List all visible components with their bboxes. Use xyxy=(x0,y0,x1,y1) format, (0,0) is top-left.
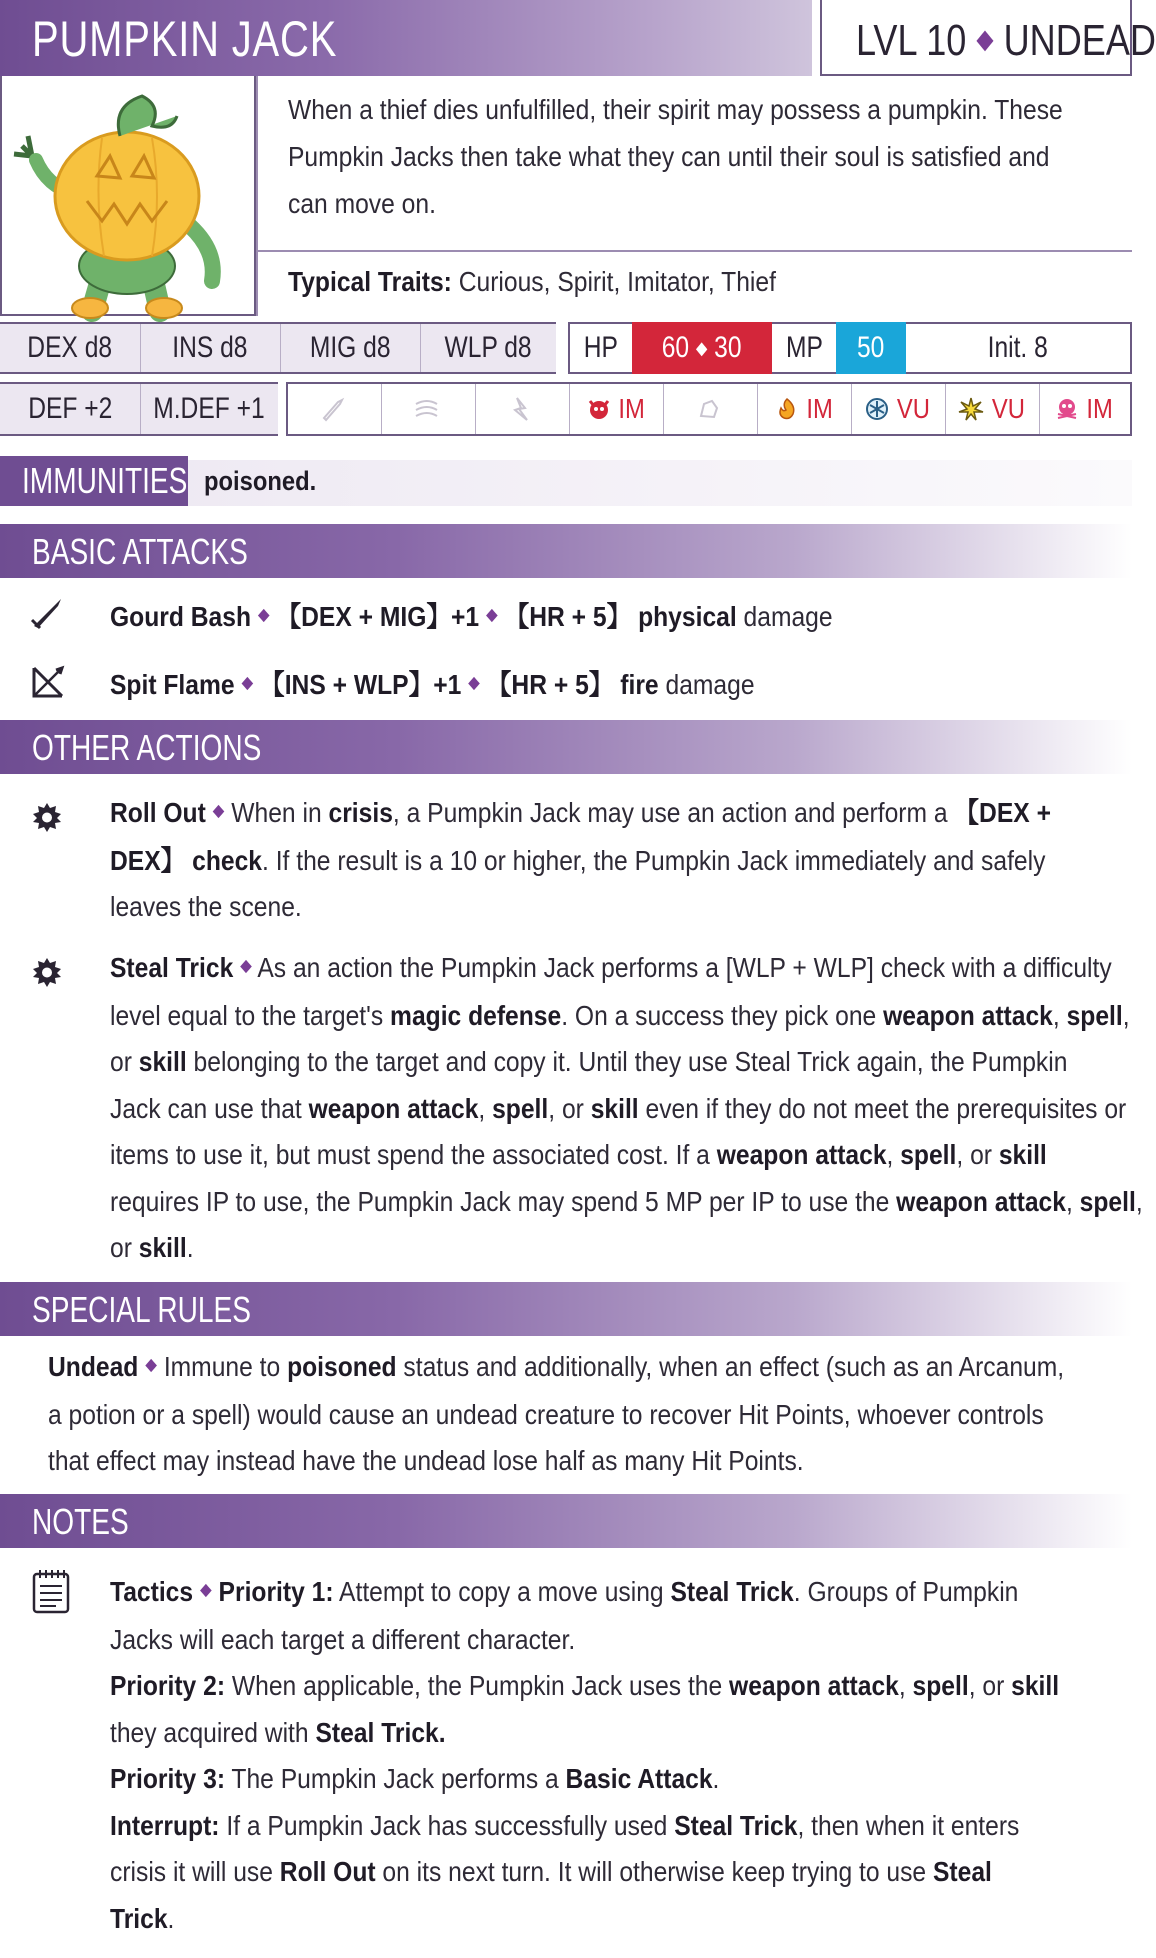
typical-traits xyxy=(288,266,776,298)
snowflake-icon xyxy=(864,396,890,422)
affinity-earth xyxy=(664,384,757,434)
special-rule-undead: Undead ◆ Immune to poisoned status and additionally, when an effect (such as an Arcanum, a potion or a spell) would cause an undead creature to recover Hit Points, whoever controls that effect may instead have the undead lose half as many Hit Points. xyxy=(48,1351,1065,1477)
pumpkin-jack-illustration xyxy=(2,76,254,312)
sword-icon xyxy=(28,596,64,632)
section-special-rules: SPECIAL RULES xyxy=(0,1282,1132,1336)
demon-icon xyxy=(586,396,612,422)
level-box xyxy=(820,0,1156,76)
sword-icon xyxy=(320,396,346,422)
bolt-icon xyxy=(509,396,533,422)
gear-icon xyxy=(30,955,64,989)
level-type xyxy=(856,16,1156,66)
immunities-label: IMMUNITIES xyxy=(0,456,188,506)
initiative: Init. 8 xyxy=(987,331,1049,364)
hp-max: 60 xyxy=(662,331,690,364)
action-roll-out: Roll Out ◆ When in crisis, a Pumpkin Jack may use an action and perform a 【DEX + DEX】 check. If the result is a 10 or higher, the Pumpkin Jack immediately and safely leaves the scene. xyxy=(110,797,1051,923)
attack-gourd-bash: Gourd Bash ◆ 【DEX + MIG】+1 ◆ 【HR + 5】 physical damage xyxy=(110,601,833,632)
wind-icon xyxy=(413,396,441,422)
attribute-wlp: WLP d8 xyxy=(444,331,532,364)
affinity-fire: IM xyxy=(758,384,851,434)
attribute-ins: INS d8 xyxy=(172,331,248,364)
attribute-dex: DEX d8 xyxy=(27,331,113,364)
portrait xyxy=(0,76,256,316)
mp-value: 50 xyxy=(836,322,906,374)
action-steal-trick: Steal Trick ◆ As an action the Pumpkin Jack performs a [WLP + WLP] check with a difficulty level equal to the target's magic defense. On a success they pick one weapon attack, spell, or skill belonging to the target and copy it. Until they use Steal Trick again, the Pumpkin Jack can use that weapon attack, spell, or skill even if they do not meet the prerequisites or items to use it, but must spend the associated cost. If a weapon attack, spell, or skill requires IP to use, the Pumpkin Jack may spend 5 MP per IP to use the weapon attack, spell, or skill. xyxy=(110,952,1143,1264)
attribute-mig: MIG d8 xyxy=(309,331,391,364)
earth-icon xyxy=(696,396,722,422)
section-other-actions: OTHER ACTIONS xyxy=(0,720,1132,774)
fire-icon xyxy=(774,396,800,422)
traits-value: Curious, Spirit, Imitator, Thief xyxy=(458,266,776,297)
affinity-bolt xyxy=(476,384,569,434)
affinity-physical xyxy=(288,384,381,434)
level-text: LVL 10 xyxy=(856,16,967,65)
type-text: UNDEAD xyxy=(1003,16,1156,65)
hp-value xyxy=(632,322,772,374)
title-bar xyxy=(0,0,812,76)
notepad-icon xyxy=(30,1568,72,1614)
hp-label: HP xyxy=(583,331,619,364)
section-notes: NOTES xyxy=(0,1494,1132,1548)
affinity-poison: IM xyxy=(1040,384,1130,434)
skull-icon xyxy=(1054,396,1080,422)
affinity-air xyxy=(382,384,475,434)
monster-name: PUMPKIN JACK xyxy=(32,11,338,67)
light-burst-icon xyxy=(957,396,985,422)
attack-spit-flame: Spit Flame ◆ 【INS + WLP】+1 ◆ 【HR + 5】 fire damage xyxy=(110,669,755,700)
bow-icon xyxy=(30,664,66,700)
description-line: can move on. xyxy=(288,188,436,219)
notes-tactics: Tactics ◆ Priority 1: Attempt to copy a move using Steal Trick. Groups of Pumpkin Jacks will each target a different character. Priority 2: When applicable, the Pumpkin Jack uses the weapon attack, spell, or skill they acquired with Steal Trick. Priority 3: The Pumpkin Jack performs a Basic Attack. Interrupt: If a Pumpkin Jack has successfully used Steal Trick, then when it enters crisis it will use Roll Out on its next turn. It will otherwise keep trying to use Steal Trick. xyxy=(110,1576,1060,1934)
description-line: When a thief dies unfulfilled, their spirit may possess a pumpkin. These xyxy=(288,94,1063,125)
hp-crisis: 30 xyxy=(714,331,742,364)
description xyxy=(288,86,1098,227)
affinity-light: VU xyxy=(946,384,1039,434)
mp-label: MP xyxy=(785,331,823,364)
affinity-ice: VU xyxy=(852,384,945,434)
description-line: Pumpkin Jacks then take what they can until their soul is satisfied and xyxy=(288,141,1050,172)
magic-defense: M.DEF +1 xyxy=(153,392,265,425)
affinity-dark: IM xyxy=(570,384,663,434)
divider xyxy=(256,250,1132,252)
traits-label: Typical Traits: xyxy=(288,266,452,297)
divider xyxy=(256,76,258,316)
gear-icon xyxy=(30,800,64,834)
section-basic-attacks: BASIC ATTACKS xyxy=(0,524,1132,578)
defense: DEF +2 xyxy=(27,392,113,425)
immunities-value: poisoned. xyxy=(204,466,317,496)
diamond-separator: ◆ xyxy=(696,338,708,358)
diamond-separator: ◆ xyxy=(976,23,994,55)
